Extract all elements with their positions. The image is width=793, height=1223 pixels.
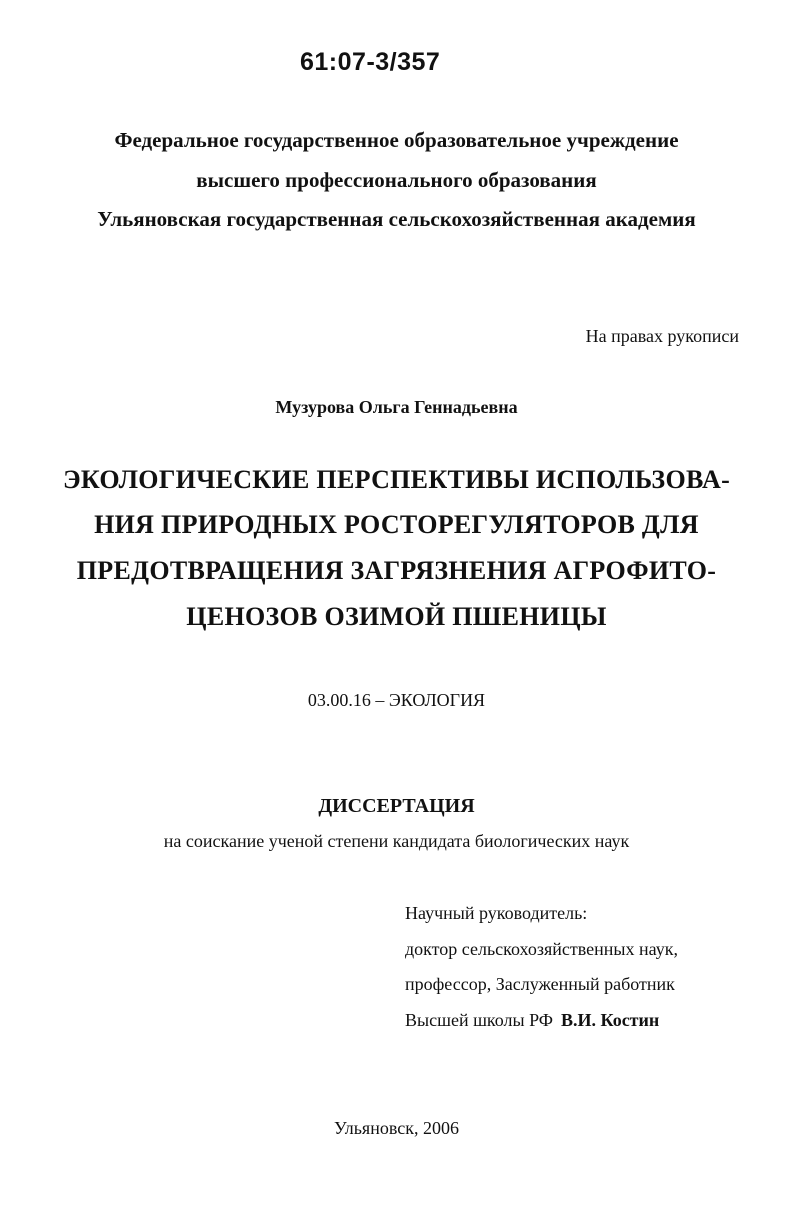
thesis-title-line-2: НИЯ ПРИРОДНЫХ РОСТОРЕГУЛЯТОРОВ ДЛЯ	[94, 510, 699, 539]
degree-statement: на соискание ученой степени кандидата биологических наук	[163, 831, 630, 851]
institution-line-1: Федеральное государственное образовательное учреждение	[114, 128, 679, 152]
city-year: Ульяновск, 2006	[334, 1118, 459, 1138]
manuscript-rights-note: На правах рукописи	[585, 326, 739, 346]
institution-line-3: Ульяновская государственная сельскохозяйственная академия	[97, 207, 696, 231]
advisor-name: В.И. Костин	[561, 1010, 660, 1030]
document-type-heading: ДИССЕРТАЦИЯ	[318, 795, 475, 817]
thesis-title-line-1: ЭКОЛОГИЧЕСКИЕ ПЕРСПЕКТИВЫ ИСПОЛЬЗОВА-	[62, 465, 731, 494]
specialty-code: 03.00.16 – ЭКОЛОГИЯ	[307, 690, 486, 710]
advisor-title-tail: Высшей школы РФ	[405, 1010, 554, 1030]
advisor-label: Научный руководитель:	[405, 903, 588, 923]
institution-line-2: высшего профессионального образования	[196, 168, 597, 192]
archive-stamp-number: 61:07-3/357	[300, 48, 441, 76]
advisor-title: профессор, Заслуженный работник	[405, 974, 675, 994]
advisor-degree: доктор сельскохозяйственных наук,	[405, 939, 678, 959]
author-name: Музурова Ольга Геннадьевна	[275, 397, 518, 417]
thesis-title-line-4: ЦЕНОЗОВ ОЗИМОЙ ПШЕНИЦЫ	[186, 602, 607, 631]
thesis-title-line-3: ПРЕДОТВРАЩЕНИЯ ЗАГРЯЗНЕНИЯ АГРОФИТО-	[76, 556, 717, 585]
advisor-title-continued	[405, 1010, 659, 1031]
